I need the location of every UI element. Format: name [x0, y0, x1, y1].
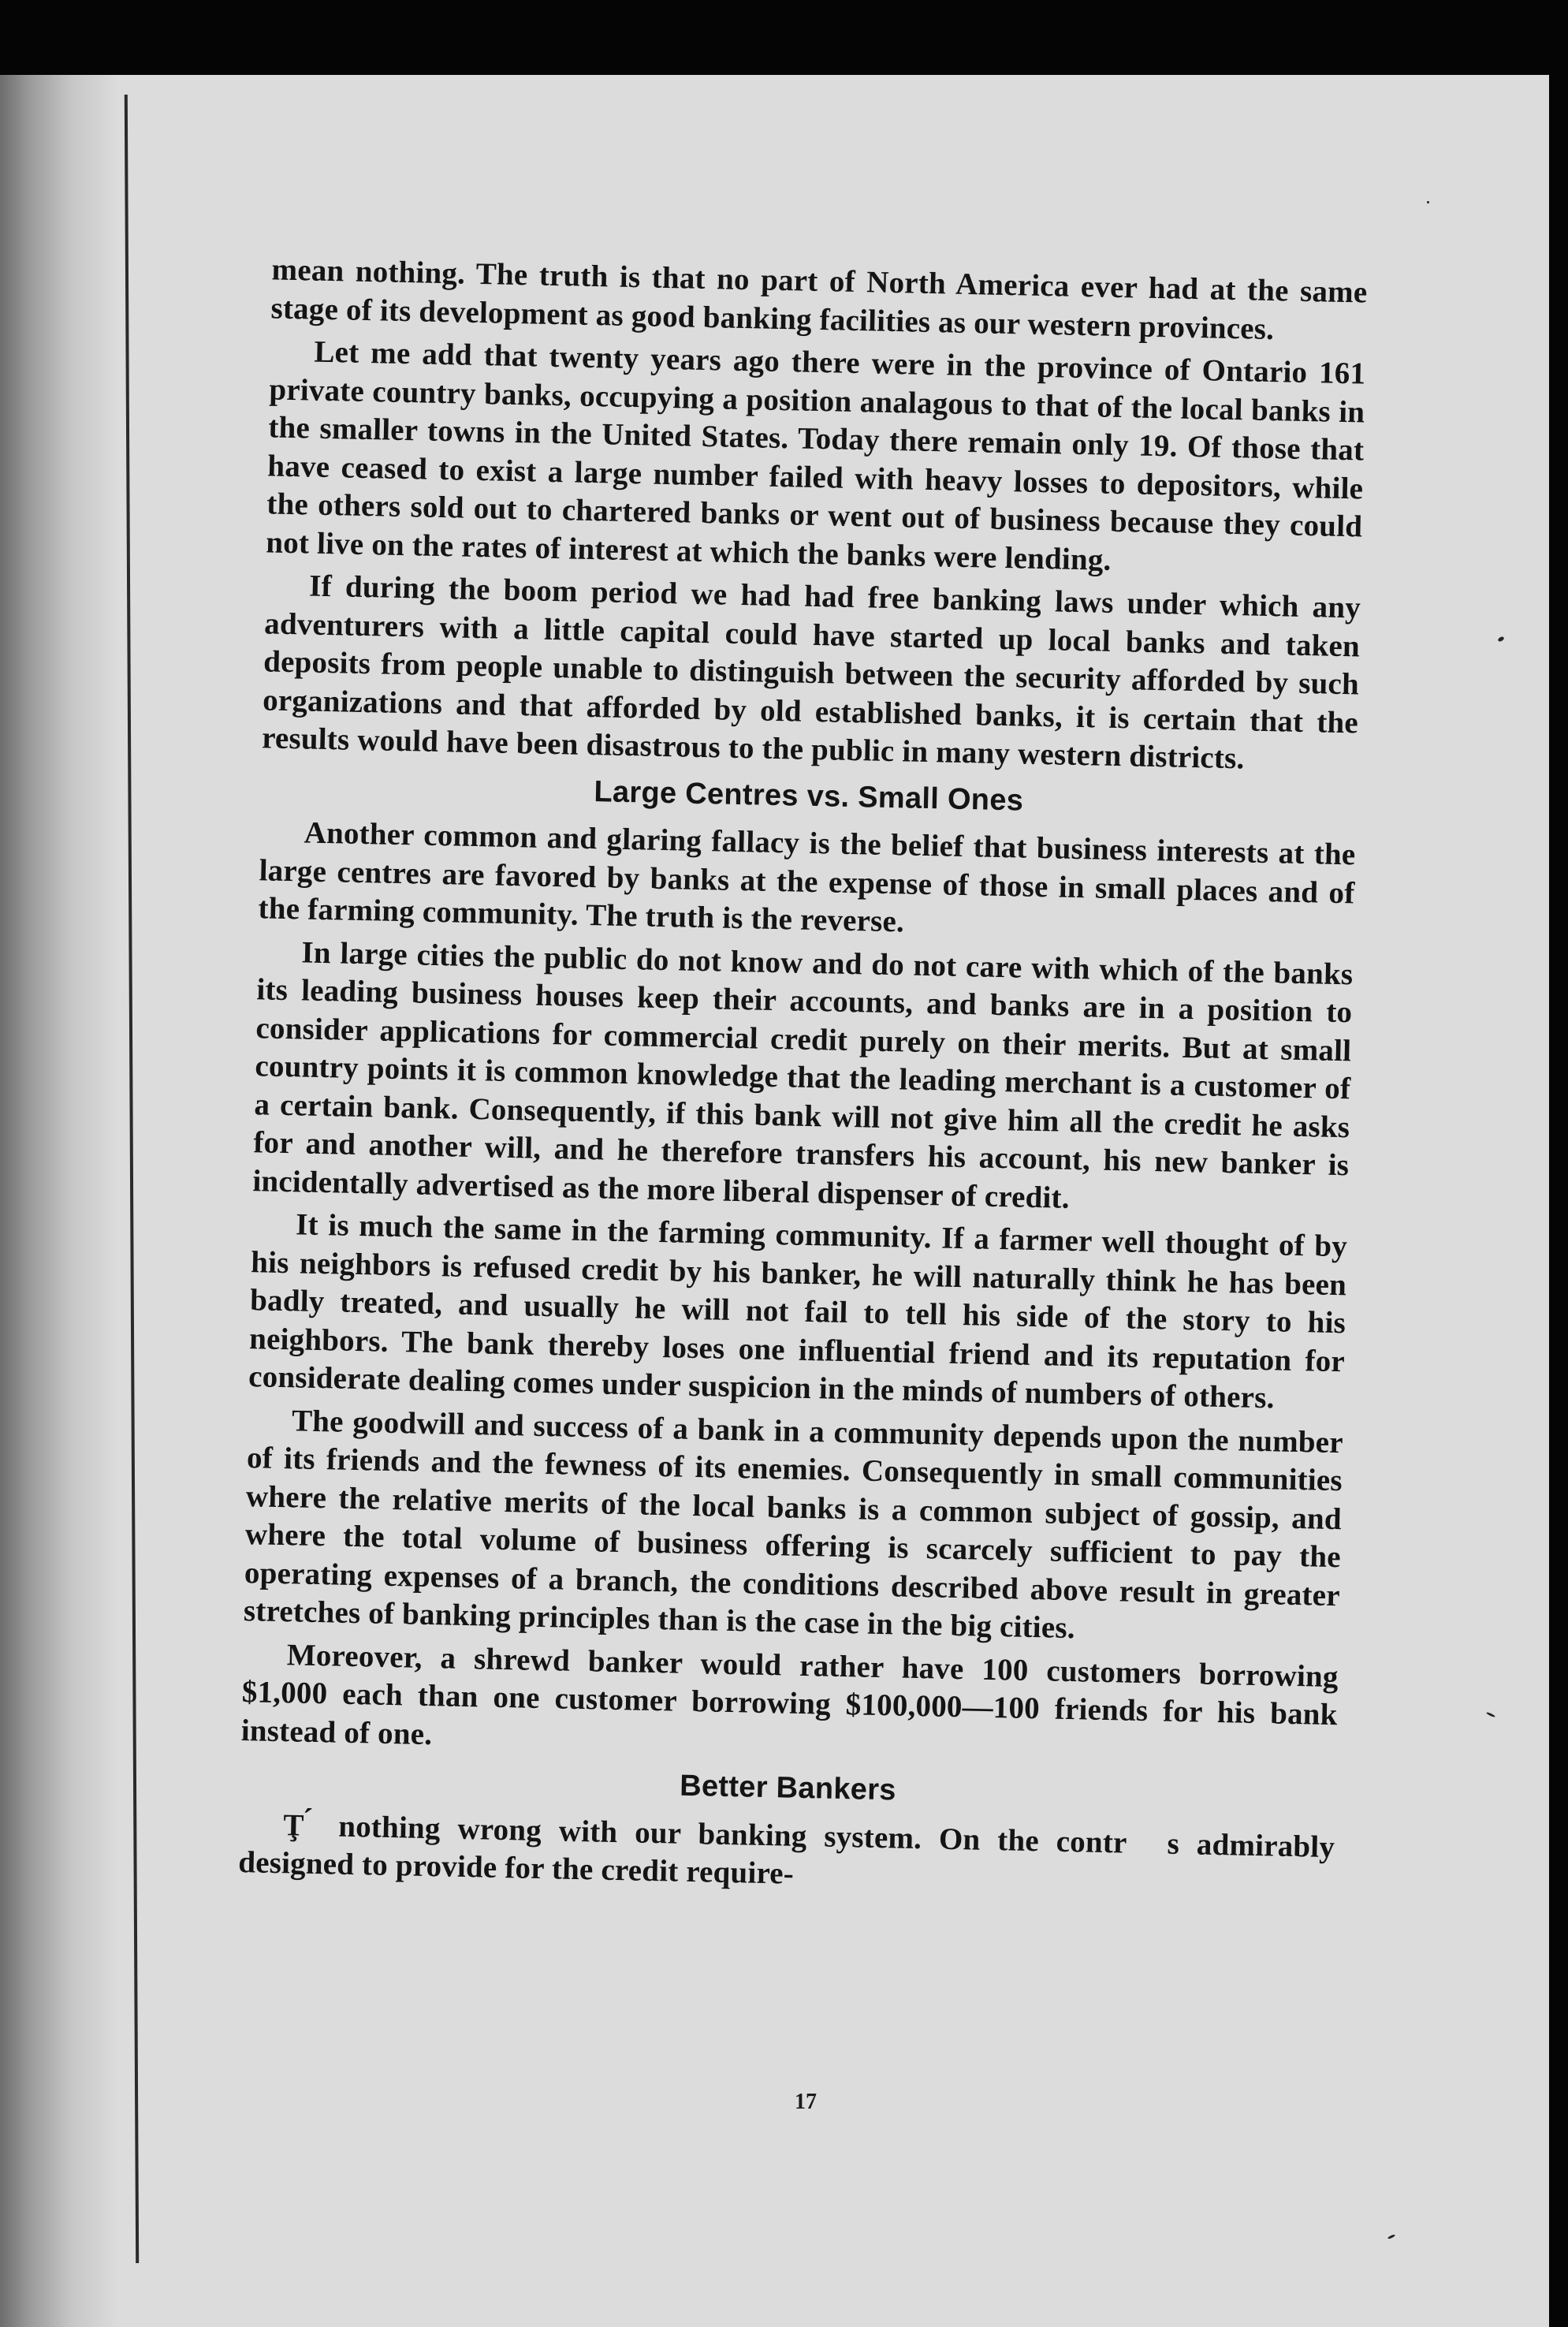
binding-edge — [125, 95, 139, 2263]
paragraph: Moreover, a shrewd banker would rather have 100 customers borrowing $1,000 each than one customer borrowing $100,000—100 friends for his bank instead of one. — [240, 1637, 1339, 1751]
paragraph: mean nothing. The truth is that no part of North America ever had at the same stage of its development as good banking facilities as our western provinces. — [270, 252, 1368, 346]
paragraph: Another common and glaring fallacy is the belief that business interests at the large centres are favored by banks at the expense of those in small places and of the farming community. The truth is the reverse. — [258, 815, 1356, 939]
section-heading: Large Centres vs. Small Ones — [594, 774, 1024, 818]
body-text — [238, 251, 1368, 1904]
scan-speck — [1387, 2234, 1395, 2239]
page-number: 17 — [795, 2090, 817, 2114]
paragraph: The goodwill and success of a bank in a community depends upon the number of its friends and the fewness of its enemies. Consequently in small communities where the relative merits of the local banks is a common subject of gossip, and where the total volume of business offering is scarcely sufficient to pay the operating expenses of a branch, the conditions described above result in greater stretches of banking principles than is the case in the big cities. — [243, 1403, 1344, 1646]
paragraph: Ţ ́ nothing wrong with our banking system. On the contr s admirably designed to provide for the credit require- — [237, 1807, 1335, 1891]
paragraph: If during the boom period we had had free banking laws under which any adventurers with a little capital could have started up local banks and taken deposits from people unable to distinguish between the security afforded by such organizations and that afforded by old established banks, it is certain that the results would have been disastrous to the public in many western districts. — [261, 569, 1361, 776]
paragraph: It is much the same in the farming community. If a farmer well thought of by his neighbors is refused credit by his banker, he will naturally think he has been badly treated, and usually he will not fail to tell his side of the story to his neighbors. The bank thereby loses one influential friend and its reputation for considerate dealing comes under suspicion in the minds of numbers of others. — [248, 1207, 1348, 1415]
section-heading: Better Bankers — [679, 1769, 897, 1807]
paragraph: In large cities the public do not know and do not care with which of the banks its leading business houses keep their accounts, and banks are in a position to consider applications for commercial credit purely on their merits. But at small country points it is common knowledge that the leading merchant is a customer of a certain bank. Consequently, if this bank will not give him all the credit he asks for and another will, and he therefore transfers his account, his new banker is incidentally advertised as the more liberal dispenser of credit. — [252, 934, 1354, 1215]
scan-speck — [1497, 636, 1504, 642]
scan-speck — [1427, 201, 1429, 203]
paragraph: Let me add that twenty years ago there were in the province of Ontario 161 private country banks, occupying a position analagous to that of the local banks in the smaller towns in the United States. Today there remain only 19. Of those that have ceased to exist a large number failed with heavy losses to depositors, while the others sold out to chartered banks or went out of business because they could not live on the rates of interest at which the banks were lending. — [265, 334, 1366, 577]
scan-speck — [1486, 1712, 1495, 1718]
spine-shadow — [0, 75, 118, 2327]
book-page — [0, 75, 1549, 2327]
